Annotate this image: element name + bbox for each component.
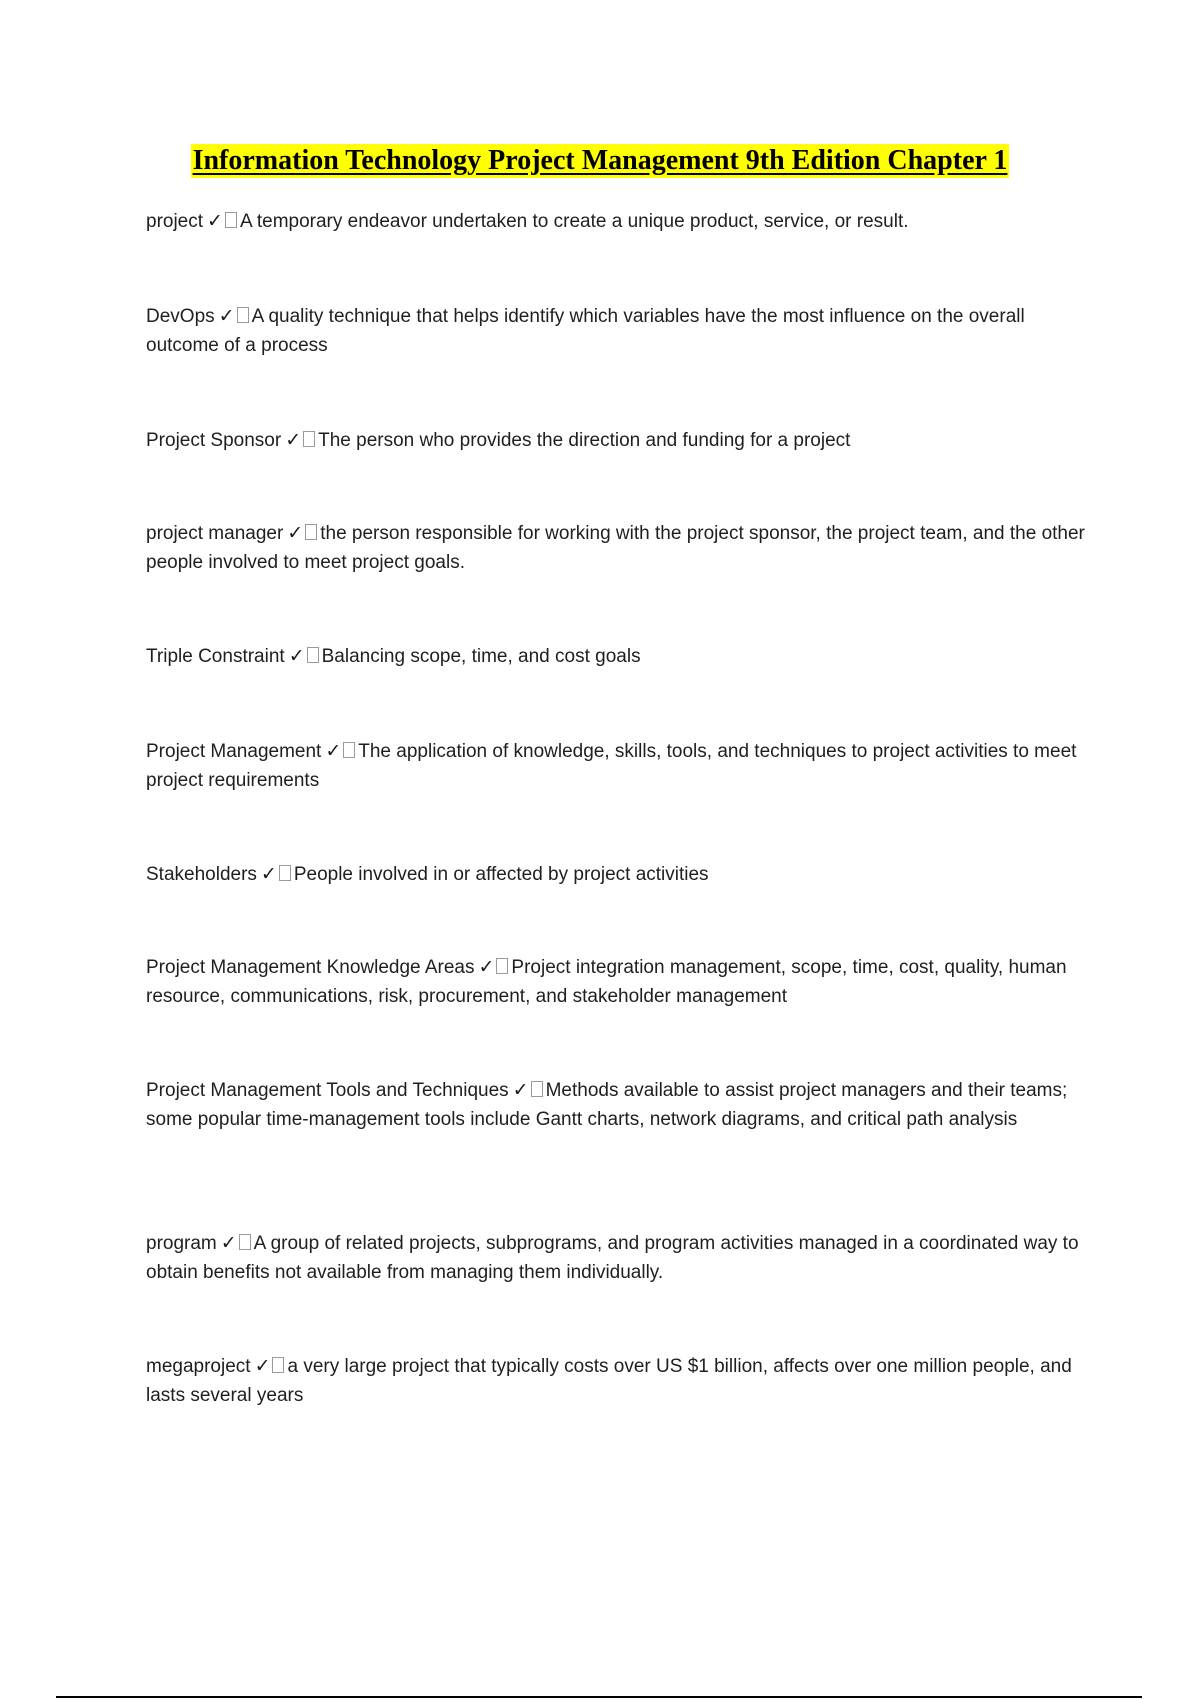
box-icon: [496, 958, 508, 974]
entry-term: Project Management: [146, 741, 322, 762]
box-icon: [272, 1357, 284, 1373]
entry-definition: Project integration management, scope, time, cost, quality, human resource, communications, risk, procurement, and stakeholder management: [146, 957, 1067, 1007]
check-icon: ✓: [254, 1356, 271, 1377]
title-container: [0, 144, 1200, 178]
box-icon: [303, 431, 315, 447]
box-icon: [343, 742, 355, 758]
entry-term: program: [146, 1233, 217, 1254]
entry-definition: A group of related projects, subprograms, and program activities managed in a coordinated way to obtain benefits not available from managing them individually.: [146, 1233, 1079, 1283]
flashcard-entry: [146, 1076, 1096, 1134]
flashcard-entry: [146, 519, 1096, 577]
check-icon: ✓: [288, 646, 305, 667]
flashcard-entry: [146, 953, 1096, 1011]
entry-definition: Methods available to assist project managers and their teams; some popular time-management tools include Gantt charts, network diagrams, and critical path analysis: [146, 1080, 1068, 1130]
entry-term: DevOps: [146, 306, 215, 327]
entry-definition: A quality technique that helps identify which variables have the most influence on the overall outcome of a process: [146, 306, 1025, 356]
check-icon: ✓: [287, 523, 304, 544]
check-icon: ✓: [325, 741, 342, 762]
entry-term: project: [146, 211, 204, 232]
check-icon: ✓: [285, 430, 302, 451]
box-icon: [307, 647, 319, 663]
flashcard-entry: [146, 860, 1096, 889]
check-icon: ✓: [478, 957, 495, 978]
entry-term: Triple Constraint: [146, 646, 285, 667]
box-icon: [225, 212, 237, 228]
box-icon: [305, 524, 317, 540]
check-icon: ✓: [218, 306, 235, 327]
flashcard-entry: [146, 642, 1096, 671]
entry-term: Project Sponsor: [146, 430, 282, 451]
entry-definition: Balancing scope, time, and cost goals: [321, 646, 641, 667]
entry-definition: People involved in or affected by project activities: [293, 864, 709, 885]
entry-term: Project Management Knowledge Areas: [146, 957, 475, 978]
flashcard-entry: [146, 207, 1096, 236]
flashcard-entry: [146, 1229, 1096, 1287]
entry-definition: The application of knowledge, skills, tools, and techniques to project activities to meet project requirements: [146, 741, 1077, 791]
entry-definition: The person who provides the direction and funding for a project: [318, 430, 851, 451]
flashcard-entry: [146, 737, 1096, 795]
flashcard-entry: [146, 426, 1096, 455]
entry-term: megaproject: [146, 1356, 251, 1377]
flashcard-entry: [146, 302, 1096, 360]
check-icon: ✓: [220, 1233, 237, 1254]
check-icon: ✓: [260, 864, 277, 885]
entry-definition: a very large project that typically costs over US $1 billion, affects over one million people, and lasts several years: [146, 1356, 1072, 1406]
check-icon: ✓: [512, 1080, 529, 1101]
box-icon: [239, 1234, 251, 1250]
footer-divider: [56, 1696, 1142, 1698]
box-icon: [531, 1081, 543, 1097]
check-icon: ✓: [207, 211, 223, 232]
box-icon: [279, 865, 291, 881]
entry-term: Stakeholders: [146, 864, 257, 885]
flashcard-entry: [146, 1352, 1096, 1410]
entry-definition: A temporary endeavor undertaken to create a unique product, service, or result.: [239, 211, 909, 232]
box-icon: [237, 307, 249, 323]
entry-term: Project Management Tools and Techniques: [146, 1080, 509, 1101]
document-title: Information Technology Project Management 9th Edition Chapter 1: [192, 145, 1008, 176]
entry-term: project manager: [146, 523, 284, 544]
entry-definition: the person responsible for working with the project sponsor, the project team, and the other people involved to meet project goals.: [146, 523, 1085, 573]
